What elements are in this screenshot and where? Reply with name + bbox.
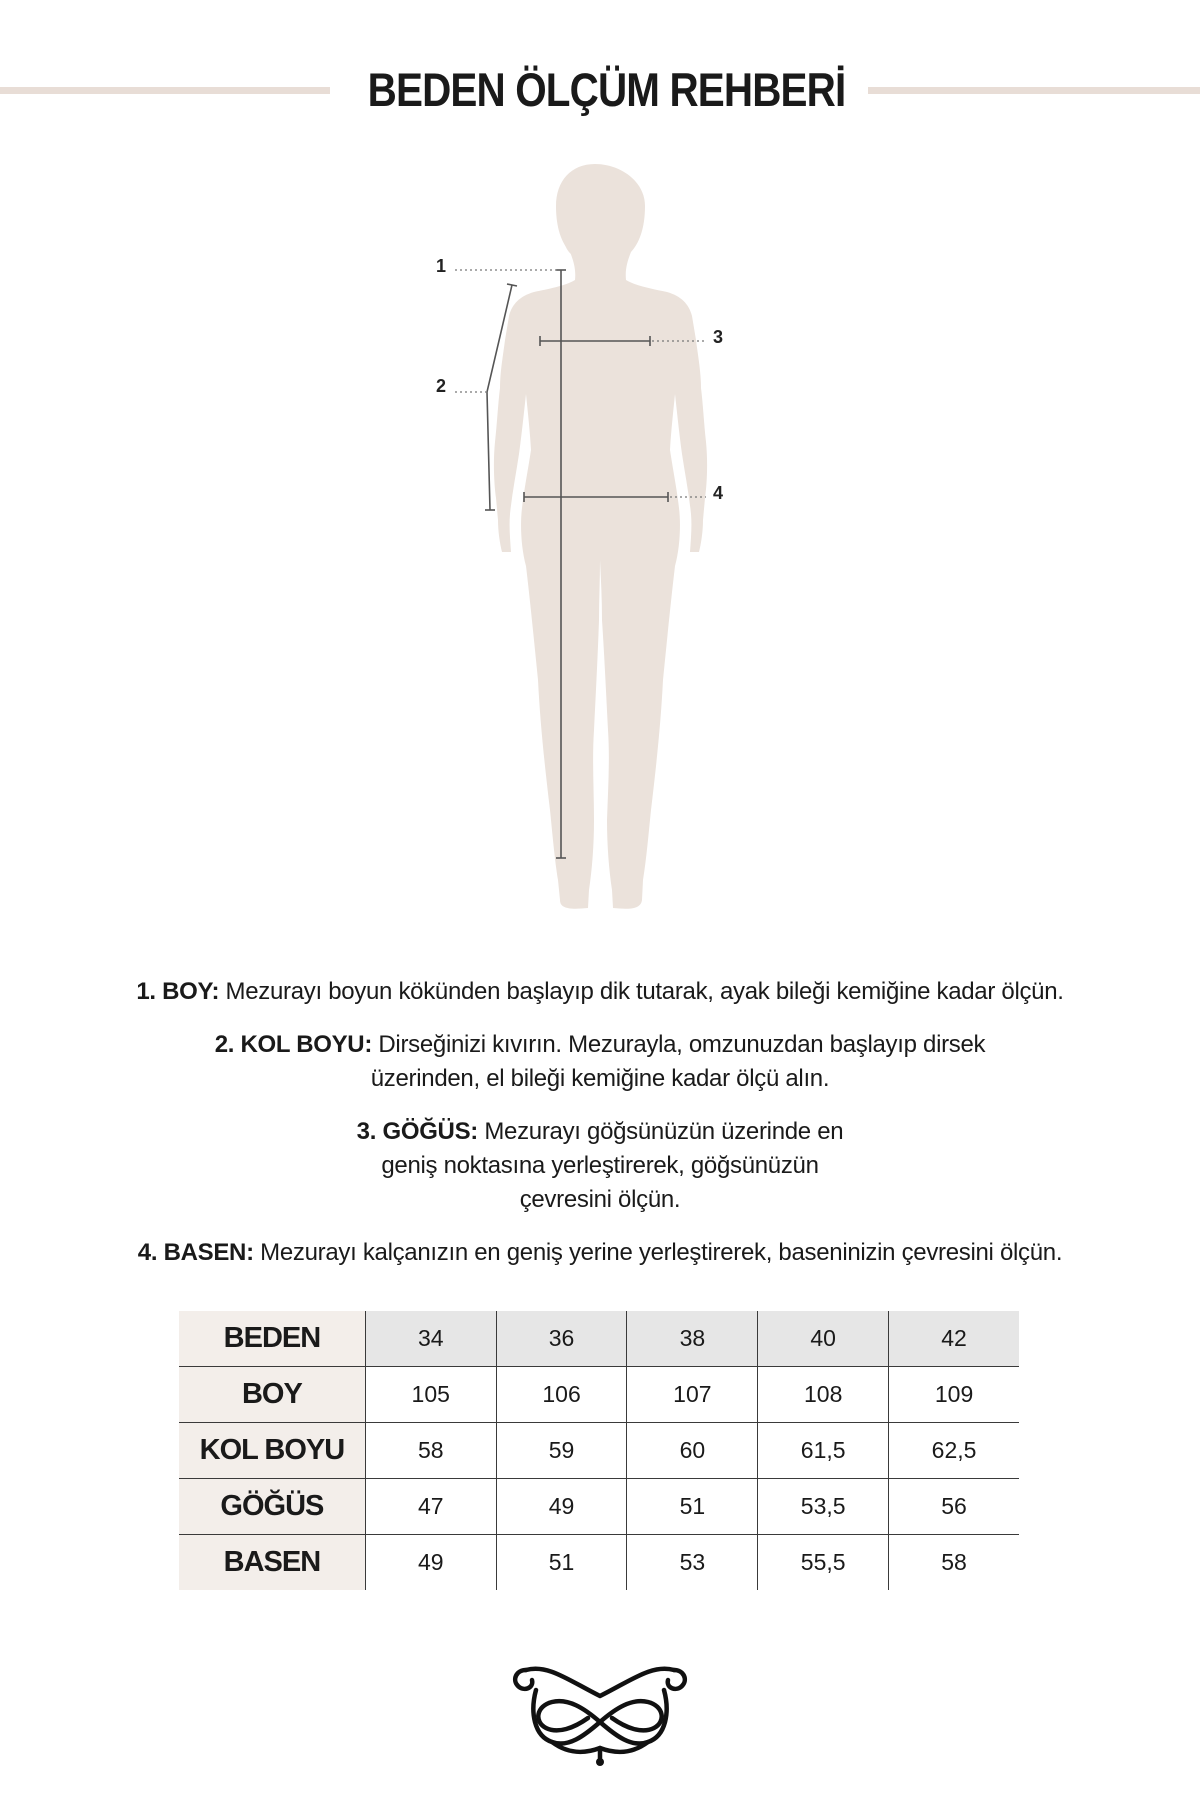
table-cell: 49 — [365, 1535, 496, 1591]
row-header: BOY — [179, 1367, 365, 1423]
instruction-label: 1. BOY: — [136, 978, 220, 1005]
marker-label-2: 2 — [436, 376, 447, 396]
table-cell: 106 — [496, 1367, 627, 1423]
table-cell: 53 — [627, 1535, 758, 1591]
table-cell: 61,5 — [758, 1423, 889, 1479]
row-header: BEDEN — [179, 1311, 365, 1367]
table-cell: 58 — [941, 1549, 967, 1575]
measurement-instructions — [100, 975, 1100, 1289]
table-cell: 34 — [365, 1311, 496, 1367]
table-row-basen — [179, 1535, 1019, 1591]
body-silhouette — [494, 164, 707, 909]
table-cell: 40 — [758, 1311, 889, 1367]
table-row-boy — [179, 1367, 1019, 1423]
instruction-text: Mezurayı boyun kökünden başlayıp dik tutarak, ayak bileği kemiğine kadar ölçün. — [219, 978, 1064, 1005]
row-header: BASEN — [179, 1535, 365, 1591]
marker-label-4: 4 — [713, 483, 724, 503]
table-row-beden — [179, 1311, 1019, 1367]
table-cell: 62,5 — [889, 1423, 1019, 1479]
table-cell: 38 — [627, 1311, 758, 1367]
marker-label-3: 3 — [713, 327, 724, 347]
instruction-boy — [100, 975, 1100, 1009]
table-cell: 59 — [496, 1423, 627, 1479]
instruction-text: Dirseğinizi kıvırın. Mezurayla, omzunuzdan başlayıp dirsek üzerinden, el bileği kemiğine kadar ölçü alın. — [370, 1031, 986, 1092]
table-cell: 109 — [889, 1367, 1019, 1423]
table-cell: 58 — [365, 1423, 496, 1479]
table-cell: 51 — [627, 1479, 758, 1535]
row-header: KOL BOYU — [179, 1423, 365, 1479]
table-cell: 56 — [889, 1479, 1019, 1535]
table-cell: 107 — [627, 1367, 758, 1423]
table-cell: 108 — [758, 1367, 889, 1423]
table-cell: 105 — [365, 1367, 496, 1423]
instruction-text: Mezurayı kalçanızın en geniş yerine yerleştirerek, baseninizin çevresini ölçün. — [253, 1239, 1063, 1266]
ornament-logo-icon — [508, 1656, 692, 1768]
table-cell: 51 — [496, 1535, 627, 1591]
instruction-label: 3. GÖĞÜS: — [356, 1118, 478, 1145]
instruction-basen — [100, 1236, 1100, 1270]
size-chart-table — [179, 1311, 1019, 1590]
table-cell: 60 — [627, 1423, 758, 1479]
page-title: BEDEN ÖLÇÜM REHBERİ — [367, 63, 846, 116]
row-header: GÖĞÜS — [179, 1479, 365, 1535]
table-row-kol-boyu — [179, 1423, 1019, 1479]
table-cell: 36 — [496, 1311, 627, 1367]
table-cell: 53,5 — [758, 1479, 889, 1535]
table-cell: 55,5 — [758, 1535, 889, 1591]
table-cell: 47 — [365, 1479, 496, 1535]
table-row-gogus — [179, 1479, 1019, 1535]
instruction-kol-boyu — [100, 1028, 1100, 1096]
instruction-label: 2. KOL BOYU: — [214, 1031, 373, 1058]
table-cell: 49 — [496, 1479, 627, 1535]
instruction-label: 4. BASEN: — [137, 1239, 254, 1266]
instruction-text: Mezurayı göğsünüzün üzerinde en geniş noktasına yerleştirerek, göğsünüzün çevresini ölçün. — [381, 1118, 844, 1213]
instruction-gogus — [100, 1115, 1100, 1217]
marker-label-1: 1 — [436, 256, 447, 276]
table-cell: 42 — [889, 1311, 1019, 1367]
